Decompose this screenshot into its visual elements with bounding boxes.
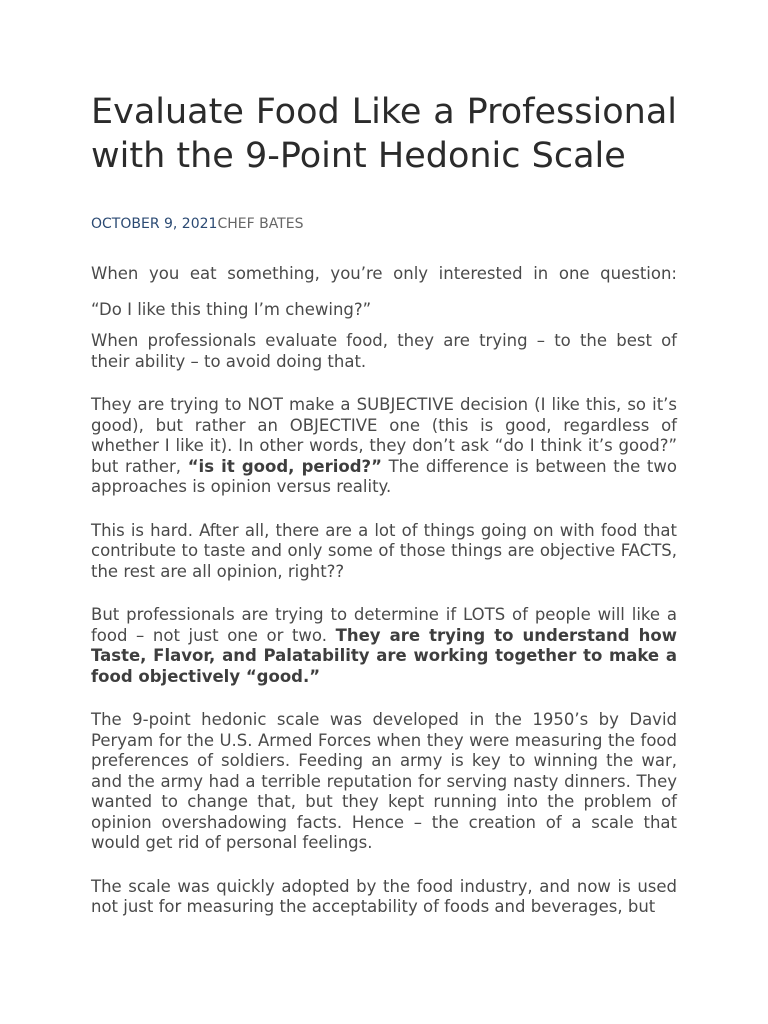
paragraph-intro: When you eat something, you’re only interested in one question: [91,264,677,283]
article-body [91,264,677,918]
paragraph-professionals: When professionals evaluate food, they are trying – to the best of their ability – to avoid doing that. [91,331,677,371]
paragraph-hard: This is hard. After all, there are a lot of things going on with food that contribute to taste and only some of those things are objective FACTS, the rest are all opinion, right?? [91,520,677,581]
paragraph-adoption: The scale was quickly adopted by the food industry, and now is used not just for measuring the acceptability of foods and beverages, but [91,876,677,916]
bold-phrase: They are trying to understand how Taste, Flavor, and Palatability are working together to make a food objectively “good.” [91,625,677,686]
paragraph-history: The 9-point hedonic scale was developed in the 1950’s by David Peryam for the U.S. Armed Forces when they were measuring the food preferences of soldiers. Feeding an army is key to winning the war, and the army had a terrible reputation for serving nasty dinners. They wanted to change that, but they kept running into the problem of opinion overshadowing facts. Hence – the creation of a scale that would get rid of personal feelings. [91,710,677,852]
paragraph-text: They are trying to NOT make a SUBJECTIVE decision (I like this, so it’s good), but rather an OBJECTIVE one (this is good, regardless of whether I like it). In other words, they don’t ask “do I think it’s good?” but rather, [91,395,677,476]
post-author: CHEF BATES [217,216,304,232]
paragraph-text: The difference is between the two approaches is opinion versus reality. [91,456,677,496]
article-title: Evaluate Food Like a Professional with the 9-Point Hedonic Scale [91,92,677,176]
paragraph-lots-of-people [91,605,677,687]
paragraph-subjective-objective [91,395,677,498]
paragraph-question: “Do I like this thing I’m chewing?” [91,299,372,319]
post-date: OCTOBER 9, 2021 [91,216,218,232]
bold-phrase: “is it good, period?” [187,456,382,476]
article-meta [91,214,677,234]
paragraph-text: But professionals are trying to determine if LOTS of people will like a food – not just one or two. [91,605,677,645]
